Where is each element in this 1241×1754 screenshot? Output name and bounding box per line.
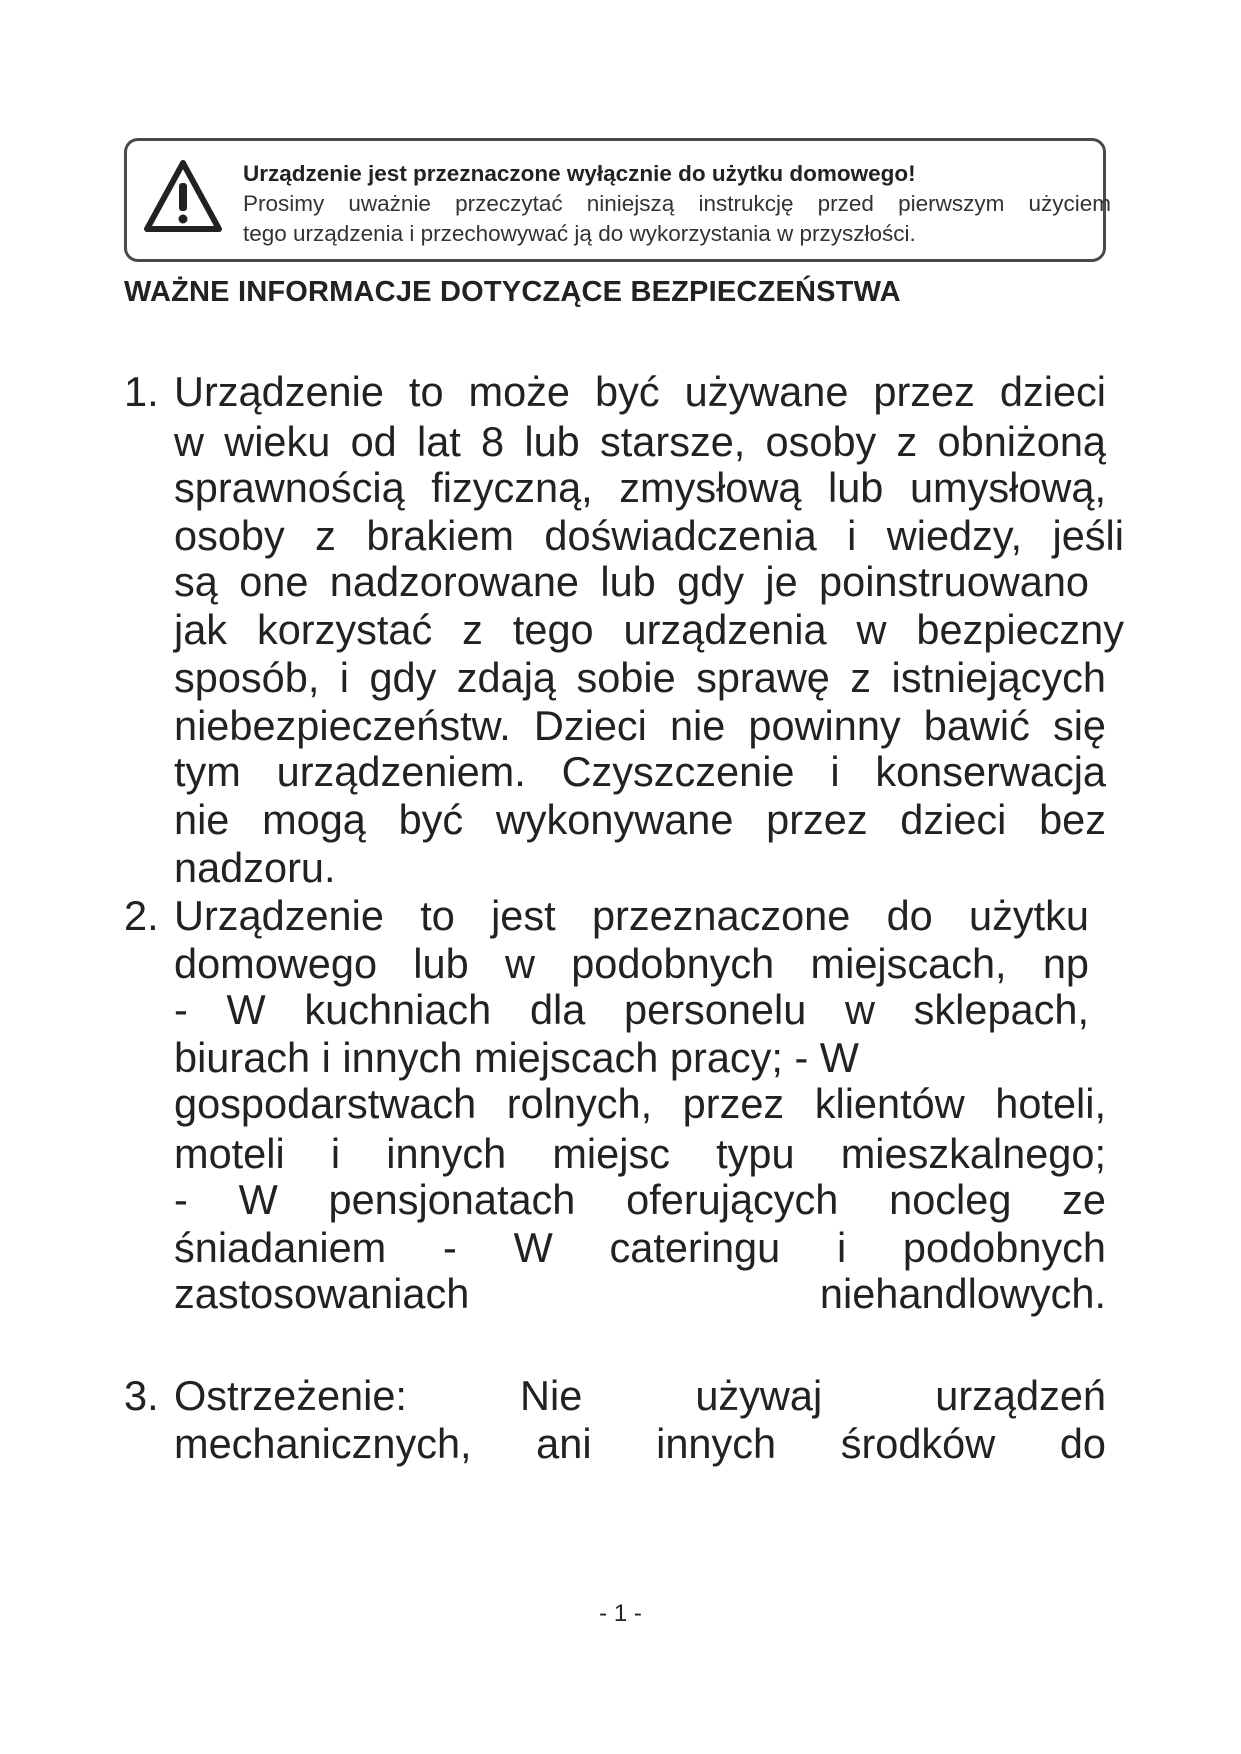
item-line: Ostrzeżenie: Nie używaj urządzeń (174, 1372, 1106, 1419)
item-line: są one nadzorowane lub gdy je poinstruowano (174, 558, 1089, 605)
section-heading: WAŻNE INFORMACJE DOTYCZĄCE BEZPIECZEŃSTWA (124, 276, 901, 308)
item-line: jak korzystać z tego urządzenia w bezpieczny (174, 606, 1124, 653)
item-line: Urządzenie to jest przeznaczone do użytku (174, 892, 1089, 939)
item-line: sposób, i gdy zdają sobie sprawę z istniejących (174, 654, 1106, 701)
item-line: gospodarstwach rolnych, przez klientów hoteli, (174, 1080, 1106, 1127)
item-number: 2. (124, 892, 159, 939)
item-line: nie mogą być wykonywane przez dzieci bez (174, 796, 1106, 843)
item-line: śniadaniem - W cateringu i podobnych (174, 1224, 1106, 1271)
item-line: Urządzenie to może być używane przez dzieci (174, 368, 1106, 415)
warning-triangle-icon (143, 159, 223, 235)
item-line: zastosowaniach niehandlowych. (174, 1270, 1106, 1317)
warning-line: Prosimy uważnie przeczytać niniejszą instrukcję przed pierwszym użyciem (243, 191, 1111, 216)
item-line: mechanicznych, ani innych środków do (174, 1420, 1106, 1467)
item-line: tym urządzeniem. Czyszczenie i konserwacja (174, 748, 1106, 795)
warning-text (243, 159, 1113, 249)
page-number: - 1 - (599, 1600, 642, 1627)
item-line: - W kuchniach dla personelu w sklepach, (174, 986, 1089, 1033)
item-line: w wieku od lat 8 lub starsze, osoby z obniżoną (174, 418, 1106, 465)
item-line: nadzoru. (174, 844, 336, 891)
item-line: domowego lub w podobnych miejscach, np (174, 940, 1089, 987)
item-line: moteli i innych miejsc typu mieszkalnego; (174, 1130, 1106, 1177)
item-line: biurach i innych miejscach pracy; - W (174, 1034, 859, 1081)
item-line: - W pensjonatach oferujących nocleg ze (174, 1176, 1106, 1223)
warning-box (124, 138, 1111, 262)
item-line: osoby z brakiem doświadczenia i wiedzy, jeśli (174, 512, 1124, 559)
item-number: 3. (124, 1372, 159, 1419)
item-line: sprawnością fizyczną, zmysłową lub umysłową, (174, 464, 1106, 511)
warning-line: tego urządzenia i przechowywać ją do wykorzystania w przyszłości. (243, 221, 916, 246)
item-line: niebezpieczeństw. Dzieci nie powinny bawić się (174, 702, 1106, 749)
warning-title: Urządzenie jest przeznaczone wyłącznie do użytku domowego! (243, 161, 916, 186)
item-number: 1. (124, 368, 159, 415)
